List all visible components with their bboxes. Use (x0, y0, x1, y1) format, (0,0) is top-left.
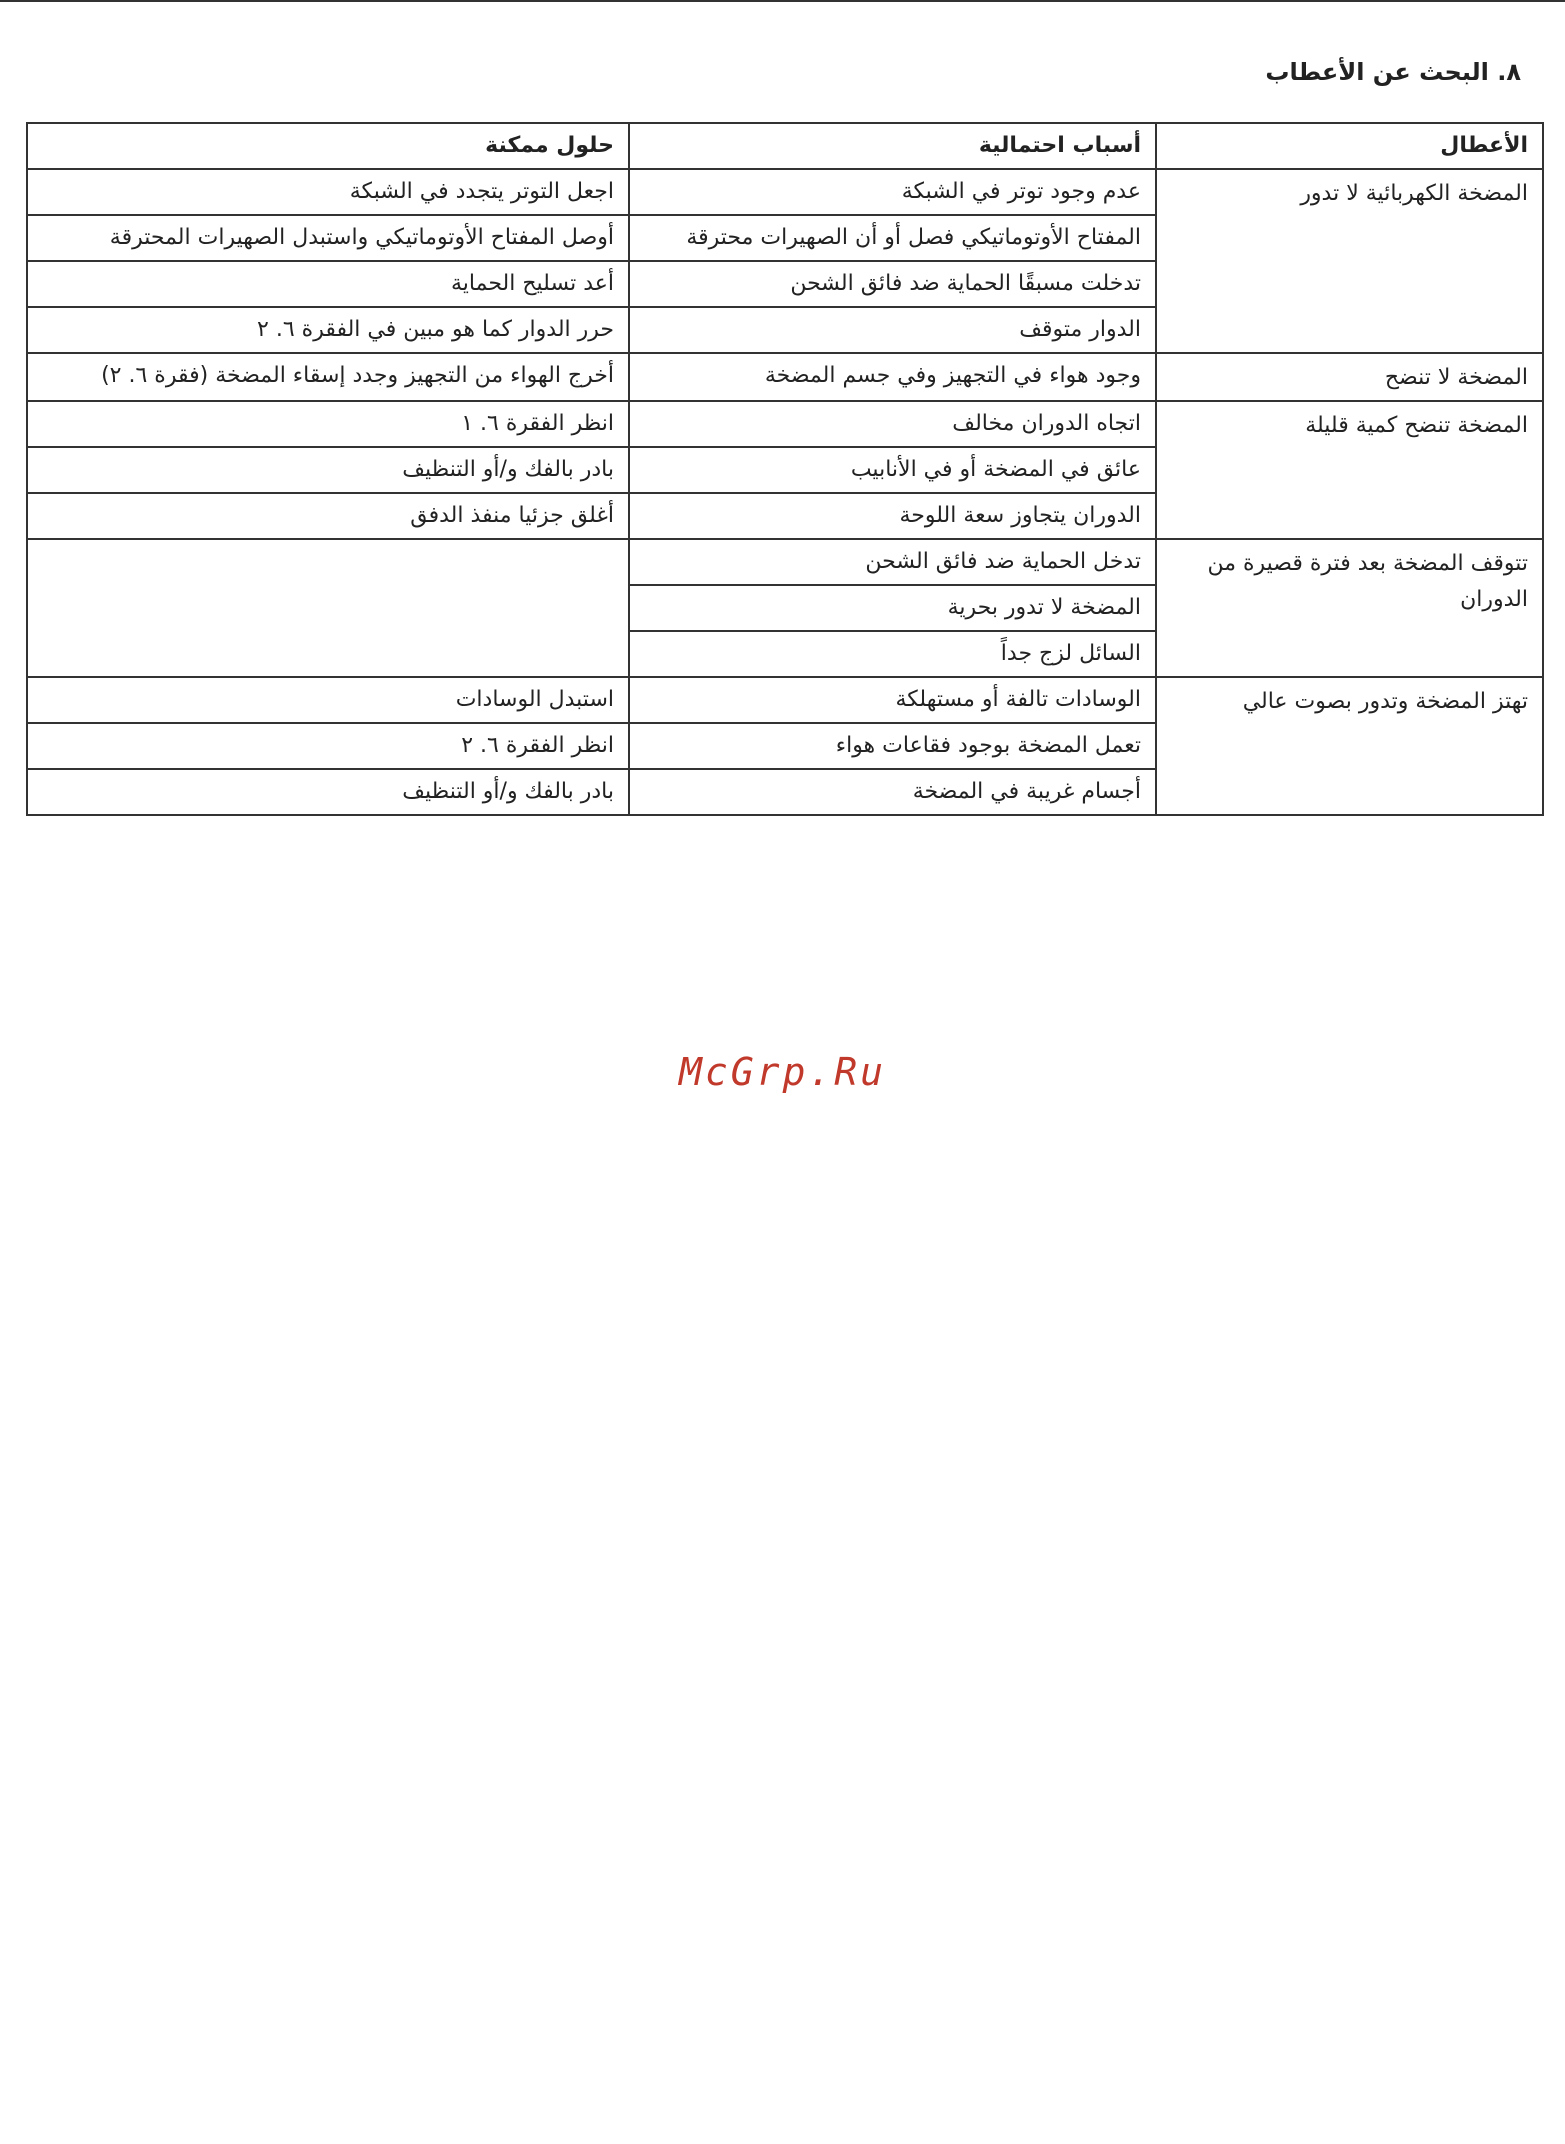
solution-cell: أغلق جزئيا منفذ الدفق (27, 493, 629, 539)
cause-cell: المفتاح الأوتوماتيكي فصل أو أن الصهيرات محترقة (629, 215, 1156, 261)
cause-cell: وجود هواء في التجهيز وفي جسم المضخة (629, 353, 1156, 401)
cause-cell: تدخلت مسبقًا الحماية ضد فائق الشحن (629, 261, 1156, 307)
solution-cell: بادر بالفك و/أو التنظيف (27, 769, 629, 815)
table-row (27, 169, 1543, 215)
table-row (27, 401, 1543, 447)
cause-cell: عائق في المضخة أو في الأنابيب (629, 447, 1156, 493)
header-causes: أسباب احتمالية (629, 123, 1156, 169)
section-title: ٨. البحث عن الأعطاب (1265, 58, 1521, 86)
solution-cell: أعد تسليح الحماية (27, 261, 629, 307)
solution-cell: بادر بالفك و/أو التنظيف (27, 447, 629, 493)
table-header-row (27, 123, 1543, 169)
watermark-logo: McGrp.Ru (678, 1050, 887, 1094)
cause-cell: عدم وجود توتر في الشبكة (629, 169, 1156, 215)
cause-cell: تعمل المضخة بوجود فقاعات هواء (629, 723, 1156, 769)
solution-cell: أخرج الهواء من التجهيز وجدد إسقاء المضخة (فقرة ٦. ٢) (27, 353, 629, 401)
fault-cell: المضخة الكهربائية لا تدور (1156, 169, 1543, 353)
header-solutions: حلول ممكنة (27, 123, 629, 169)
table-row (27, 539, 1543, 585)
header-faults: الأعطال (1156, 123, 1543, 169)
solution-cell: انظر الفقرة ٦. ١ (27, 401, 629, 447)
fault-cell: تتوقف المضخة بعد فترة قصيرة من الدوران (1156, 539, 1543, 677)
solution-cell: انظر الفقرة ٦. ٢ (27, 723, 629, 769)
troubleshooting-table-wrapper (26, 122, 1542, 816)
cause-cell: تدخل الحماية ضد فائق الشحن (629, 539, 1156, 585)
solution-cell-empty (27, 539, 629, 677)
solution-cell: أوصل المفتاح الأوتوماتيكي واستبدل الصهيرات المحترقة (27, 215, 629, 261)
solution-cell: اجعل التوتر يتجدد في الشبكة (27, 169, 629, 215)
cause-cell: المضخة لا تدور بحرية (629, 585, 1156, 631)
fault-cell: تهتز المضخة وتدور بصوت عالي (1156, 677, 1543, 815)
troubleshooting-table (26, 122, 1544, 816)
table-row (27, 353, 1543, 401)
cause-cell: الدوران يتجاوز سعة اللوحة (629, 493, 1156, 539)
fault-cell: المضخة تنضح كمية قليلة (1156, 401, 1543, 539)
cause-cell: اتجاه الدوران مخالف (629, 401, 1156, 447)
solution-cell: استبدل الوسادات (27, 677, 629, 723)
cause-cell: الدوار متوقف (629, 307, 1156, 353)
table-row (27, 677, 1543, 723)
cause-cell: السائل لزج جداً (629, 631, 1156, 677)
top-rule (0, 0, 1565, 2)
cause-cell: الوسادات تالفة أو مستهلكة (629, 677, 1156, 723)
fault-cell: المضخة لا تنضح (1156, 353, 1543, 401)
solution-cell: حرر الدوار كما هو مبين في الفقرة ٦. ٢ (27, 307, 629, 353)
cause-cell: أجسام غريبة في المضخة (629, 769, 1156, 815)
